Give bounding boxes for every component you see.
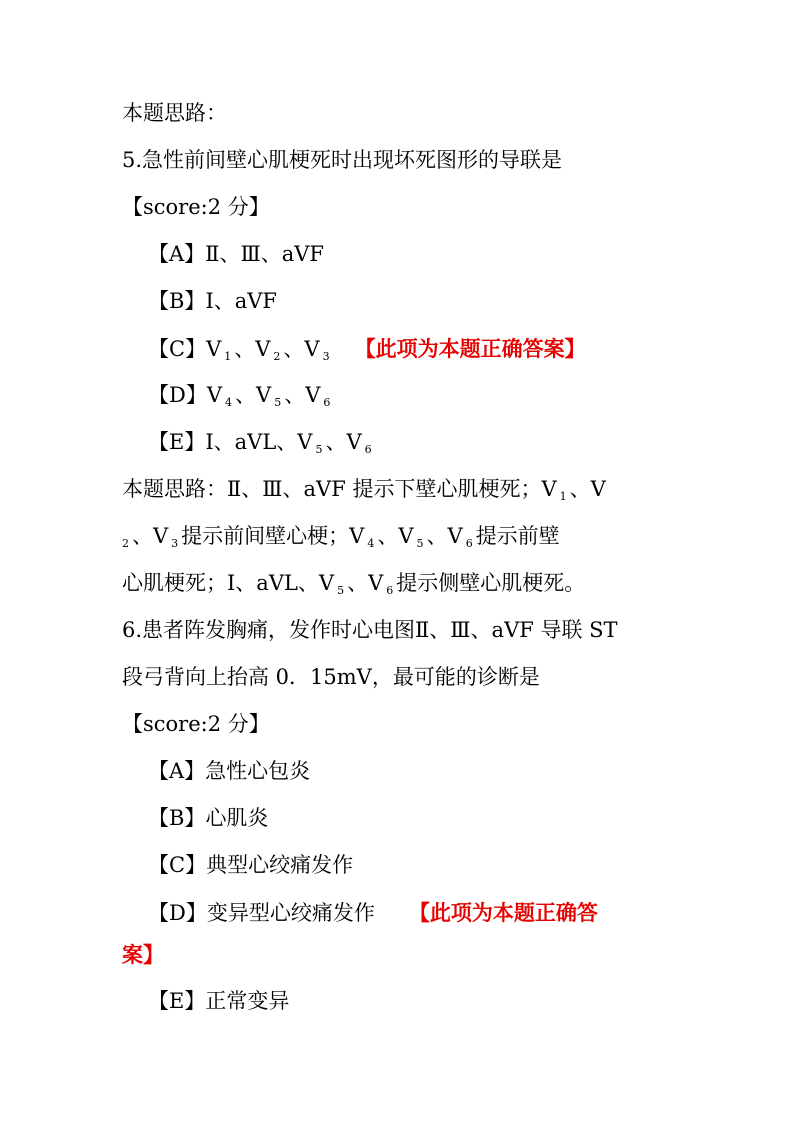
- option-text: 急性心包炎: [205, 759, 311, 783]
- lead-v: V: [255, 337, 271, 361]
- hint-text: 、V: [569, 477, 606, 501]
- option-key: 【A】: [148, 242, 206, 266]
- correct-answer-mark: 【此项为本题正确答: [408, 900, 598, 925]
- hint-text: 、V: [347, 571, 384, 595]
- option-text: Ⅰ、aVF: [205, 289, 277, 313]
- hint-text: 、V: [377, 524, 414, 548]
- option-text: 心肌炎: [205, 806, 269, 830]
- correct-answer-mark-continued: 案】: [122, 942, 164, 967]
- lead-v: V: [304, 337, 320, 361]
- hint-text: 、V: [132, 524, 169, 548]
- prev-hint-label: 本题思路：: [122, 101, 227, 125]
- q5-option-b: [148, 278, 674, 325]
- q5-hint-line-2: [122, 513, 674, 560]
- option-text: 正常变异: [205, 989, 290, 1013]
- option-key: 【E】: [148, 430, 206, 454]
- lead-sub: 3: [322, 350, 330, 363]
- lead-sub: 1: [559, 490, 567, 503]
- q6-option-c: [148, 842, 674, 889]
- question-6-stem-line-2: 段弓背向上抬高 0．15mV，最可能的诊断是: [122, 665, 540, 689]
- q5-option-a: [148, 231, 674, 278]
- hint-text: 、V: [426, 524, 463, 548]
- q6-option-e: [148, 978, 674, 1025]
- option-text: 典型心绞痛发作: [206, 853, 354, 877]
- lead-v: V: [256, 383, 272, 407]
- q6-option-d: [148, 889, 674, 936]
- question-6-score: 【score:2 分】: [122, 712, 270, 736]
- option-text: 变异型心绞痛发作: [206, 901, 375, 925]
- lead-sub: 6: [323, 396, 331, 409]
- sep: 、: [234, 337, 256, 361]
- lead-sub: 6: [465, 537, 473, 550]
- option-key: 【B】: [148, 289, 206, 313]
- hint-text: 心肌梗死；Ⅰ、aVL、V: [122, 571, 335, 595]
- lead-sub: 5: [337, 584, 345, 597]
- sep: 、: [235, 383, 257, 407]
- sep: 、: [284, 383, 306, 407]
- question-5-score: 【score:2 分】: [122, 195, 270, 219]
- lead-v: V: [305, 383, 321, 407]
- option-key: 【B】: [148, 806, 206, 830]
- lead-sub: 2: [273, 350, 281, 363]
- hint-label: 本题思路：: [122, 477, 227, 501]
- q5-option-d: [148, 372, 674, 419]
- option-key: 【C】: [148, 337, 207, 361]
- question-5-stem: 5.急性前间壁心肌梗死时出现坏死图形的导联是: [122, 148, 563, 172]
- lead-sub: 5: [416, 537, 424, 550]
- lead-sub: 3: [171, 537, 179, 550]
- option-key: 【D】: [148, 383, 207, 407]
- hint-text: 提示前壁: [475, 524, 560, 548]
- option-key: 【C】: [148, 853, 207, 877]
- q6-option-b: [148, 795, 674, 842]
- lead-sub: 5: [274, 396, 282, 409]
- lead-v: V: [346, 430, 362, 454]
- option-key: 【E】: [148, 989, 206, 1013]
- option-key: 【D】: [148, 901, 207, 925]
- option-text: Ⅱ、Ⅲ、aVF: [205, 242, 324, 266]
- correct-answer-mark: 【此项为本题正确答案】: [354, 336, 586, 361]
- lead-v: V: [206, 383, 223, 407]
- q5-hint-line-3: [122, 560, 674, 607]
- q5-option-c: [148, 325, 674, 372]
- option-key: 【A】: [148, 759, 206, 783]
- hint-text: 提示侧壁心肌梗死。: [396, 571, 586, 595]
- option-text: I、aVL、: [205, 430, 298, 454]
- sep: 、: [325, 430, 347, 454]
- q5-option-e: [148, 419, 674, 466]
- q6-correct-mark-wrap: [122, 931, 674, 978]
- lead-sub: 2: [122, 537, 129, 550]
- lead-sub: 4: [225, 396, 233, 409]
- hint-text: Ⅱ、Ⅲ、aVF 提示下壁心肌梗死；V: [227, 477, 557, 501]
- q5-hint-line-1: [122, 466, 674, 513]
- lead-sub: 6: [386, 584, 394, 597]
- sep: 、: [283, 337, 305, 361]
- lead-sub: 4: [367, 537, 375, 550]
- question-6-stem-line-1: 6.患者阵发胸痛，发作时心电图Ⅱ、Ⅲ、aVF 导联 ST: [122, 618, 618, 642]
- lead-v: V: [206, 337, 222, 361]
- lead-v: V: [297, 430, 313, 454]
- lead-sub: 6: [364, 443, 372, 456]
- lead-sub: 5: [315, 443, 323, 456]
- lead-sub: 1: [224, 350, 232, 363]
- q6-option-a: [148, 748, 674, 795]
- hint-text: 提示前间壁心梗；V: [181, 524, 365, 548]
